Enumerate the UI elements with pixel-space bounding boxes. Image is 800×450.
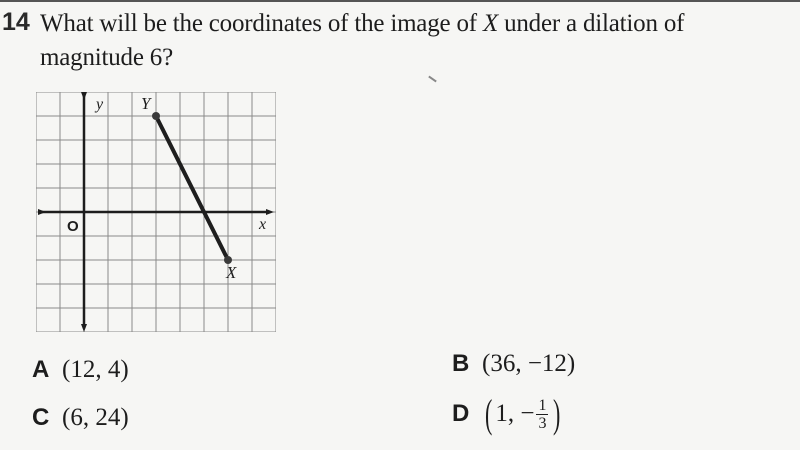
choice-b[interactable] (452, 350, 575, 378)
choice-d-expression (452, 391, 564, 436)
choice-letter-b: B (452, 350, 470, 377)
choice-d[interactable] (452, 391, 564, 436)
choice-d-text: 1, − (495, 400, 535, 427)
choice-letter-d: D (452, 400, 470, 427)
fraction-denominator: 3 (538, 414, 547, 432)
question-text-part: What will be the coordinates of the image of (40, 10, 483, 37)
choice-d-fraction (536, 397, 548, 432)
origin-label: O (67, 218, 79, 235)
y-axis-label: y (96, 96, 104, 113)
point-y (152, 112, 160, 120)
point-y-label: Y (141, 94, 151, 113)
question-text (40, 7, 790, 75)
question-text-part: under a dilation of (498, 10, 685, 37)
coordinate-grid-graph (36, 92, 276, 332)
x-axis-label: x (259, 216, 267, 233)
choice-letter-c: C (32, 404, 50, 431)
choice-letter-a: A (32, 356, 50, 383)
question-variable: X (482, 10, 499, 37)
choice-d-open-paren: ( (484, 391, 493, 436)
choice-c-text: (6, 24) (62, 404, 129, 431)
stray-mark (428, 76, 437, 83)
fraction-numerator: 1 (538, 396, 547, 414)
top-rule (0, 0, 800, 2)
question-number: 14 (2, 8, 30, 36)
choice-d-close-paren: ) (553, 391, 561, 436)
choice-c[interactable] (32, 404, 129, 432)
choice-b-text: (36, −12) (482, 350, 576, 377)
choice-a-text: (12, 4) (62, 356, 129, 383)
question-text-line2: magnitude 6? (40, 44, 173, 71)
point-x-label: X (226, 263, 237, 282)
choice-a[interactable] (32, 356, 129, 384)
